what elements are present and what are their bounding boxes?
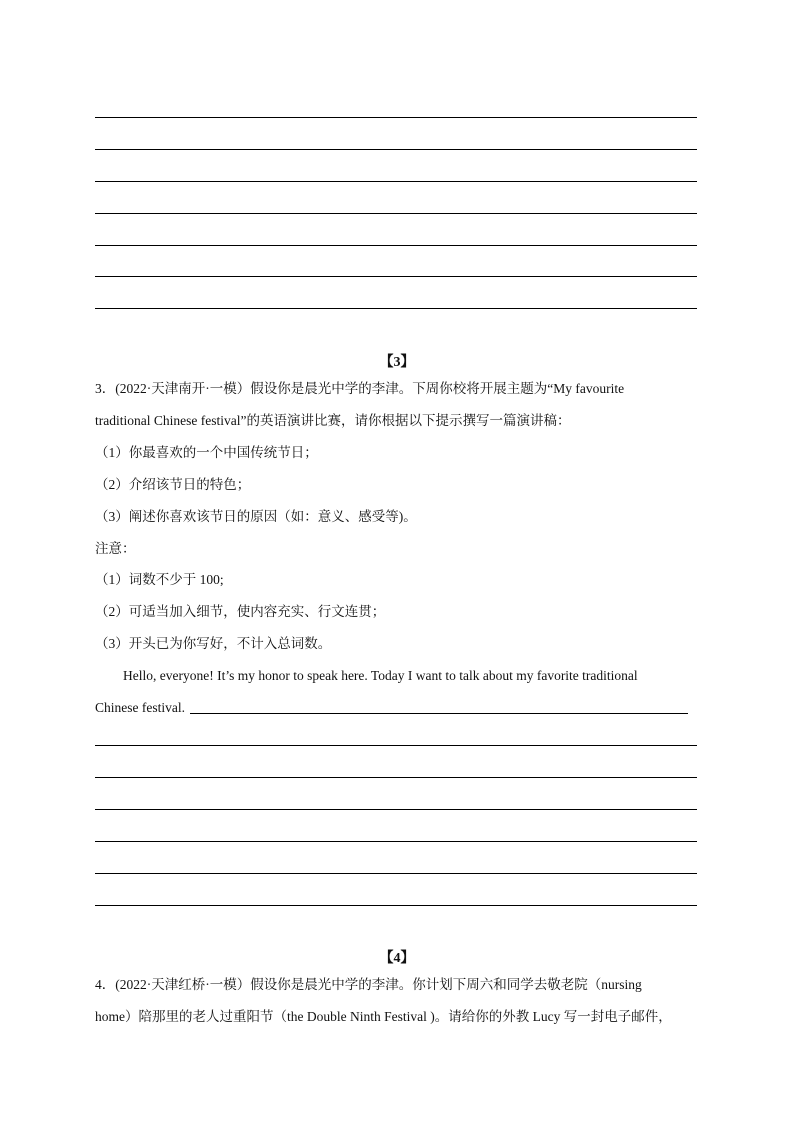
section-3-heading: 【3】 (379, 355, 415, 370)
opening-line-1: Hello, everyone! It’s my honor to speak here. Today I want to talk about my favorite traditional (123, 668, 638, 683)
answer-line (95, 117, 697, 118)
answer-line (95, 245, 697, 246)
answer-line (95, 213, 697, 214)
question-3-line-2: traditional Chinese festival”的英语演讲比赛，请你根据以下提示撰写一篇演讲稿： (95, 413, 571, 428)
answer-line (95, 149, 697, 150)
answer-line (95, 809, 697, 810)
notes-label: 注意： (95, 541, 136, 556)
answer-line (95, 841, 697, 842)
section-4-heading: 【4】 (379, 951, 415, 966)
answer-line (95, 745, 697, 746)
note-3: （3）开头已为你写好，不计入总词数。 (95, 636, 332, 651)
question-3-point-2: （2）介绍该节日的特色； (95, 477, 251, 492)
question-4-line-1: 4．(2022·天津红桥·一模）假设你是晨光中学的李津。你计划下周六和同学去敬老院（nursing (95, 977, 642, 992)
answer-line (95, 181, 697, 182)
answer-line (95, 905, 697, 906)
question-3-point-1: （1）你最喜欢的一个中国传统节日； (95, 445, 318, 460)
answer-line (95, 873, 697, 874)
opening-line-2: Chinese festival. (95, 700, 185, 715)
question-3-line-1: 3．(2022·天津南开·一模）假设你是晨光中学的李津。下周你校将开展主题为“My favourite (95, 381, 625, 396)
answer-line-inline (190, 713, 688, 714)
question-3-point-3: （3）阐述你喜欢该节日的原因（如：意义、感受等)。 (95, 509, 417, 524)
answer-line (95, 777, 697, 778)
answer-line (95, 308, 697, 309)
question-4-line-2: home）陪那里的老人过重阳节（the Double Ninth Festival )。请给你的外教 Lucy 写一封电子邮件， (95, 1009, 672, 1024)
note-2: （2）可适当加入细节，使内容充实、行文连贯； (95, 604, 386, 619)
answer-line (95, 276, 697, 277)
note-1: （1）词数不少于 100; (95, 572, 224, 587)
